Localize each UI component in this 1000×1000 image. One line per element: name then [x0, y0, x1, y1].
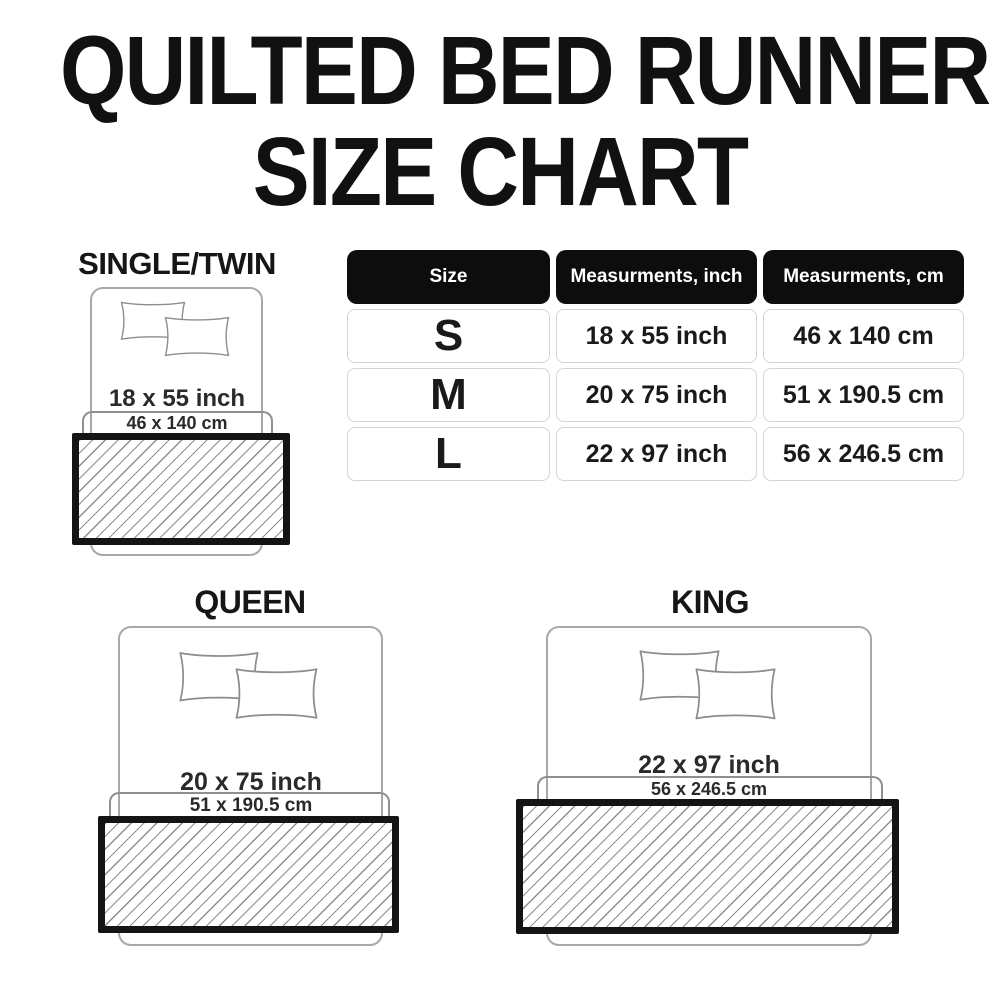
king-bed-runner: [516, 799, 899, 934]
table-cell-inch-l: 22 x 97 inch: [556, 427, 757, 481]
page-title-line1: QUILTED BED RUNNER: [60, 16, 990, 125]
single-twin-label: SINGLE/TWIN: [78, 246, 276, 281]
table-cell-inch-m: 20 x 75 inch: [556, 368, 757, 422]
single-pillows-icon: [110, 292, 240, 368]
table-cell-cm-s: 46 x 140 cm: [763, 309, 964, 363]
table-cell-cm-m: 51 x 190.5 cm: [763, 368, 964, 422]
table-cell-size-m: M: [347, 368, 550, 422]
queen-pillows-icon: [172, 642, 327, 730]
king-pillows-icon: [632, 640, 787, 730]
queen-bed-runner: [98, 816, 399, 933]
single-bed-runner: [72, 433, 290, 545]
table-header-inch: Measurments, inch: [556, 250, 757, 304]
table-cell-inch-s: 18 x 55 inch: [556, 309, 757, 363]
table-header-cm: Measurments, cm: [763, 250, 964, 304]
queen-label: QUEEN: [194, 584, 306, 620]
king-cm-dimension: 56 x 246.5 cm: [650, 779, 768, 799]
single-inch-dimension: 18 x 55 inch: [108, 385, 246, 412]
single-cm-dimension: 46 x 140 cm: [126, 413, 228, 433]
table-cell-size-l: L: [347, 427, 550, 481]
king-inch-dimension: 22 x 97 inch: [638, 751, 780, 779]
table-cell-size-s: S: [347, 309, 550, 363]
size-table: [347, 250, 964, 481]
page-title-line2: SIZE CHART: [252, 117, 748, 226]
table-cell-cm-l: 56 x 246.5 cm: [763, 427, 964, 481]
queen-inch-dimension: 20 x 75 inch: [180, 768, 322, 796]
queen-cm-dimension: 51 x 190.5 cm: [189, 795, 313, 816]
table-header-size: Size: [347, 250, 550, 304]
page-title: [0, 16, 1000, 226]
king-label: KING: [671, 584, 749, 620]
